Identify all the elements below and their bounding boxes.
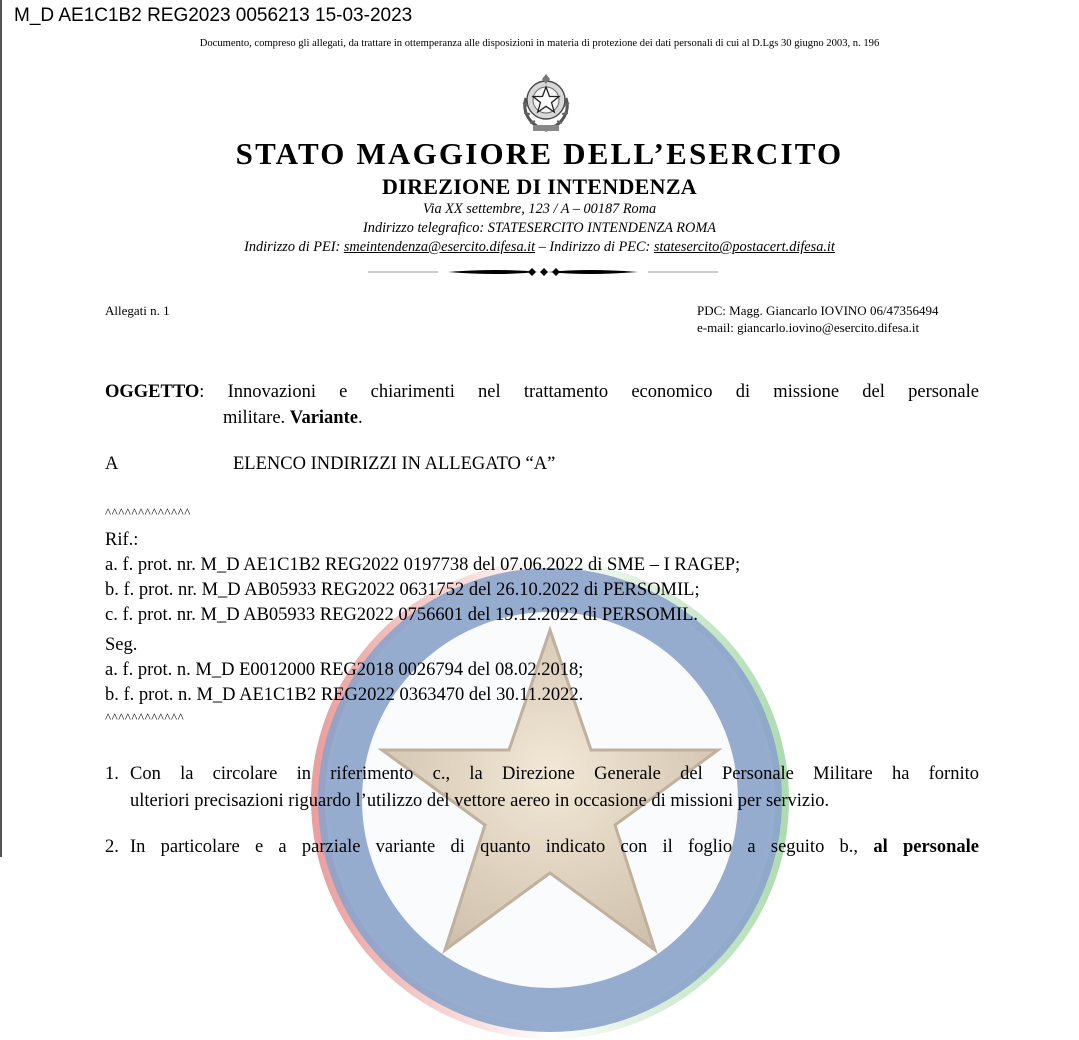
page-subtitle: DIREZIONE DI INTENDENZA — [382, 174, 697, 199]
telegraphic-address: Indirizzo telegrafico: STATESERCITO INTENDENZA ROMA — [363, 220, 716, 236]
protocol-number: M_D AE1C1B2 REG2023 0056213 15-03-2023 — [14, 5, 413, 26]
subject-text-line1: : Innovazioni e chiarimenti nel trattamento economico di missione del personale — [199, 382, 979, 402]
email-addresses — [0, 239, 1079, 256]
italian-republic-emblem-icon — [516, 70, 576, 136]
reference-item-b: b. f. prot. nr. M_D AB05933 REG2022 0631752 del 26.10.2022 di PERSOMIL; — [105, 580, 700, 600]
attachments-count: Allegati n. 1 — [105, 303, 170, 318]
paragraph-1 — [105, 761, 979, 815]
pec-label: – Indirizzo di PEC: — [535, 239, 654, 255]
paragraph-1-line1: Con la circolare in riferimento c., la Direzione Generale del Personale Militare ha fornito — [130, 764, 979, 784]
paragraph-number: 2. — [105, 837, 119, 857]
pei-email-link[interactable]: smeintendenza@esercito.difesa.it — [343, 239, 536, 255]
ornamental-divider — [368, 265, 718, 279]
following-item-a: a. f. prot. n. M_D E0012000 REG2018 0026794 del 08.02.2018; — [105, 660, 584, 680]
subject — [105, 379, 979, 431]
reference-item-a: a. f. prot. nr. M_D AE1C1B2 REG2022 0197738 del 07.06.2022 di SME – I RAGEP; — [105, 555, 741, 575]
following-label: Seg. — [105, 635, 138, 655]
pei-label: Indirizzo di PEI: — [244, 239, 344, 255]
paragraph-2-bold: al personale — [873, 837, 979, 857]
privacy-notice: Documento, compreso gli allegati, da trattare in ottemperanza alle disposizioni in materia di protezione dei dati personali di cui al D.Lgs 30 giugno 2003, n. 196 — [199, 38, 880, 49]
recipient-prefix: A — [105, 454, 119, 474]
separator-carets: ^^^^^^^^^^^^^ — [105, 505, 191, 520]
reference-item-c: c. f. prot. nr. M_D AB05933 REG2022 0756601 del 19.12.2022 di PERSOMIL. — [105, 605, 699, 625]
page-title: STATO MAGGIORE DELL’ESERCITO — [235, 136, 844, 171]
paragraph-1-line2: ulteriori precisazioni riguardo l’utilizzo del vettore aereo in occasione di missioni per servizio. — [130, 791, 830, 811]
point-of-contact: PDC: Magg. Giancarlo IOVINO 06/47356494 — [697, 303, 939, 318]
paragraph-number: 1. — [105, 764, 119, 784]
references-label: Rif.: — [105, 530, 139, 550]
contact-email: e-mail: giancarlo.iovino@esercito.difesa.it — [697, 320, 920, 335]
following-item-b: b. f. prot. n. M_D AE1C1B2 REG2022 0363470 del 30.11.2022. — [105, 685, 584, 705]
postal-address: Via XX settembre, 123 / A – 00187 Roma — [422, 201, 657, 217]
subject-text-bold: Variante — [289, 408, 358, 428]
paragraph-2-line1: In particolare e a parziale variante di quanto indicato con il foglio a seguito b., — [130, 837, 874, 857]
separator-carets-2: ^^^^^^^^^^^^ — [105, 710, 185, 725]
subject-label: OGGETTO — [105, 382, 200, 402]
subject-text-end: . — [357, 408, 363, 428]
pec-email-link[interactable]: statesercito@postacert.difesa.it — [653, 239, 835, 255]
recipient-text: ELENCO INDIRIZZI IN ALLEGATO “A” — [233, 454, 556, 474]
subject-text-line2: militare. — [223, 408, 290, 428]
